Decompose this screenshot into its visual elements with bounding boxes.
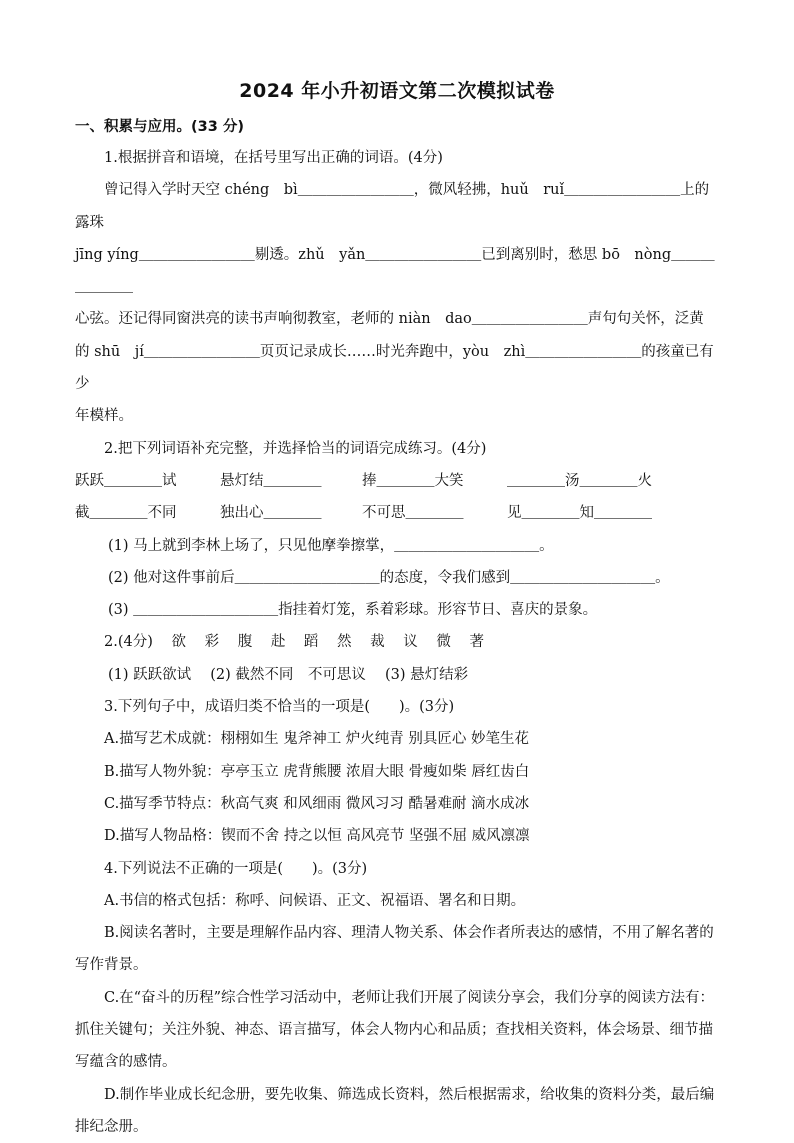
word-blank: 独出心＿＿＿＿: [220, 505, 322, 522]
q1-line-5: 年模样。: [75, 408, 133, 425]
q1-line-3: 心弦。还记得同窗洪亮的读书声响彻教室，老师的 niàn dao＿＿＿＿＿＿＿＿声句句关怀，泛黄: [75, 311, 704, 328]
answer-char: 腹: [237, 634, 253, 651]
answer-char: 赴: [270, 634, 286, 651]
q2-sentence-1: (1) 马上就到李林上场了，只见他摩拳擦掌，＿＿＿＿＿＿＿＿＿＿。: [108, 537, 554, 554]
q1-heading: 1.根据拼音和语境，在括号里写出正确的词语。(4分): [104, 150, 443, 166]
q2-heading: 2.把下列词语补充完整，并选择恰当的词语完成练习。(4分): [104, 440, 487, 457]
word-blank: 悬灯结＿＿＿＿: [220, 472, 322, 489]
answer-char: 彩: [204, 634, 220, 651]
page-title: 2024 年小升初语文第二次模拟试卷: [239, 80, 555, 102]
answer-char: 裁: [370, 634, 385, 651]
q1-line-1: 曾记得入学时天空 chéng bì＿＿＿＿＿＿＿＿，微风轻拂，huǔ ruǐ＿＿＿＿＿＿＿＿上的露珠: [75, 182, 710, 231]
word-blank: 见＿＿＿＿知＿＿＿＿: [507, 505, 652, 522]
q4-option-b: B.阅读名著时，主要是理解作品内容、理清人物关系、体会作者所表达的感情，不用了解名著的写作背景。: [75, 925, 714, 974]
q3-option-b: B.描写人物外貌：亭亭玉立 虎背熊腰 浓眉大眼 骨瘦如柴 唇红齿白: [104, 763, 530, 780]
answer-char: 蹈: [303, 634, 319, 651]
q4-heading: 4.下列说法不正确的一项是( )。(3分): [104, 860, 368, 877]
q4-option-c: C.在“奋斗的历程”综合性学习活动中，老师让我们开展了阅读分享会，我们分享的阅读方法有：抓住关键句；关注外貌、神态、语言描写，体会人物内心和品质；查找相关资料，体会场景、细节描写蕴含的感情。: [75, 989, 715, 1071]
exam-content: [75, 142, 723, 1143]
word-blank: 截＿＿＿＿不同: [75, 505, 177, 522]
q2-sentence-2: (2) 他对这件事前后＿＿＿＿＿＿＿＿＿＿的态度，令我们感到＿＿＿＿＿＿＿＿＿＿。: [108, 569, 670, 586]
q2-word-row-1: [75, 465, 723, 497]
answer-2-characters: [75, 626, 723, 658]
q3-option-c: C.描写季节特点：秋高气爽 和风细雨 微风习习 酷暑难耐 滴水成冰: [104, 795, 530, 812]
answer-char: 微: [436, 634, 451, 651]
answer-char: 著: [469, 634, 484, 651]
answer-prefix: 2.(4分): [104, 634, 153, 651]
q4-option-d: D.制作毕业成长纪念册，要先收集、筛选成长资料，然后根据需求，给收集的资料分类，最后编排纪念册。: [75, 1086, 715, 1135]
q1-line-2: jīng yíng＿＿＿＿＿＿＿＿剔透。zhǔ yǎn＿＿＿＿＿＿＿＿已到离别时，愁思 bō nòng＿＿＿＿＿＿＿: [75, 246, 715, 296]
q2-word-row-2: [75, 497, 723, 529]
word-blank: 不可思＿＿＿＿: [362, 505, 464, 522]
section-heading: 一、积累与应用。(33 分): [75, 119, 244, 135]
answer-char: 议: [403, 634, 418, 651]
q4-option-a: A.书信的格式包括：称呼、问候语、正文、祝福语、署名和日期。: [104, 892, 526, 909]
word-blank: 捧＿＿＿＿大笑: [362, 472, 464, 489]
answer-char: 然: [337, 634, 352, 651]
answer-2-line: (1) 跃跃欲试 (2) 截然不同 不可思议 (3) 悬灯结彩: [108, 666, 469, 683]
word-blank: ＿＿＿＿汤＿＿＿＿火: [507, 472, 652, 489]
q3-option-d: D.描写人物品格：锲而不舍 持之以恒 高风亮节 坚强不屈 威风凛凛: [104, 828, 530, 845]
q3-heading: 3.下列句子中，成语归类不恰当的一项是( )。(3分): [104, 699, 455, 716]
q2-sentence-3: (3) ＿＿＿＿＿＿＿＿＿＿指挂着灯笼，系着彩球。形容节日、喜庆的景象。: [108, 602, 598, 619]
word-blank: 跃跃＿＿＿＿试: [75, 472, 177, 489]
q1-line-4: 的 shū jí＿＿＿＿＿＿＿＿页页记录成长……时光奔跑中，yòu zhì＿＿＿＿＿＿＿＿的孩童已有少: [75, 343, 714, 393]
answer-char: 欲: [171, 634, 186, 651]
q3-option-a: A.描写艺术成就：栩栩如生 鬼斧神工 炉火纯青 别具匠心 妙笔生花: [104, 731, 530, 748]
